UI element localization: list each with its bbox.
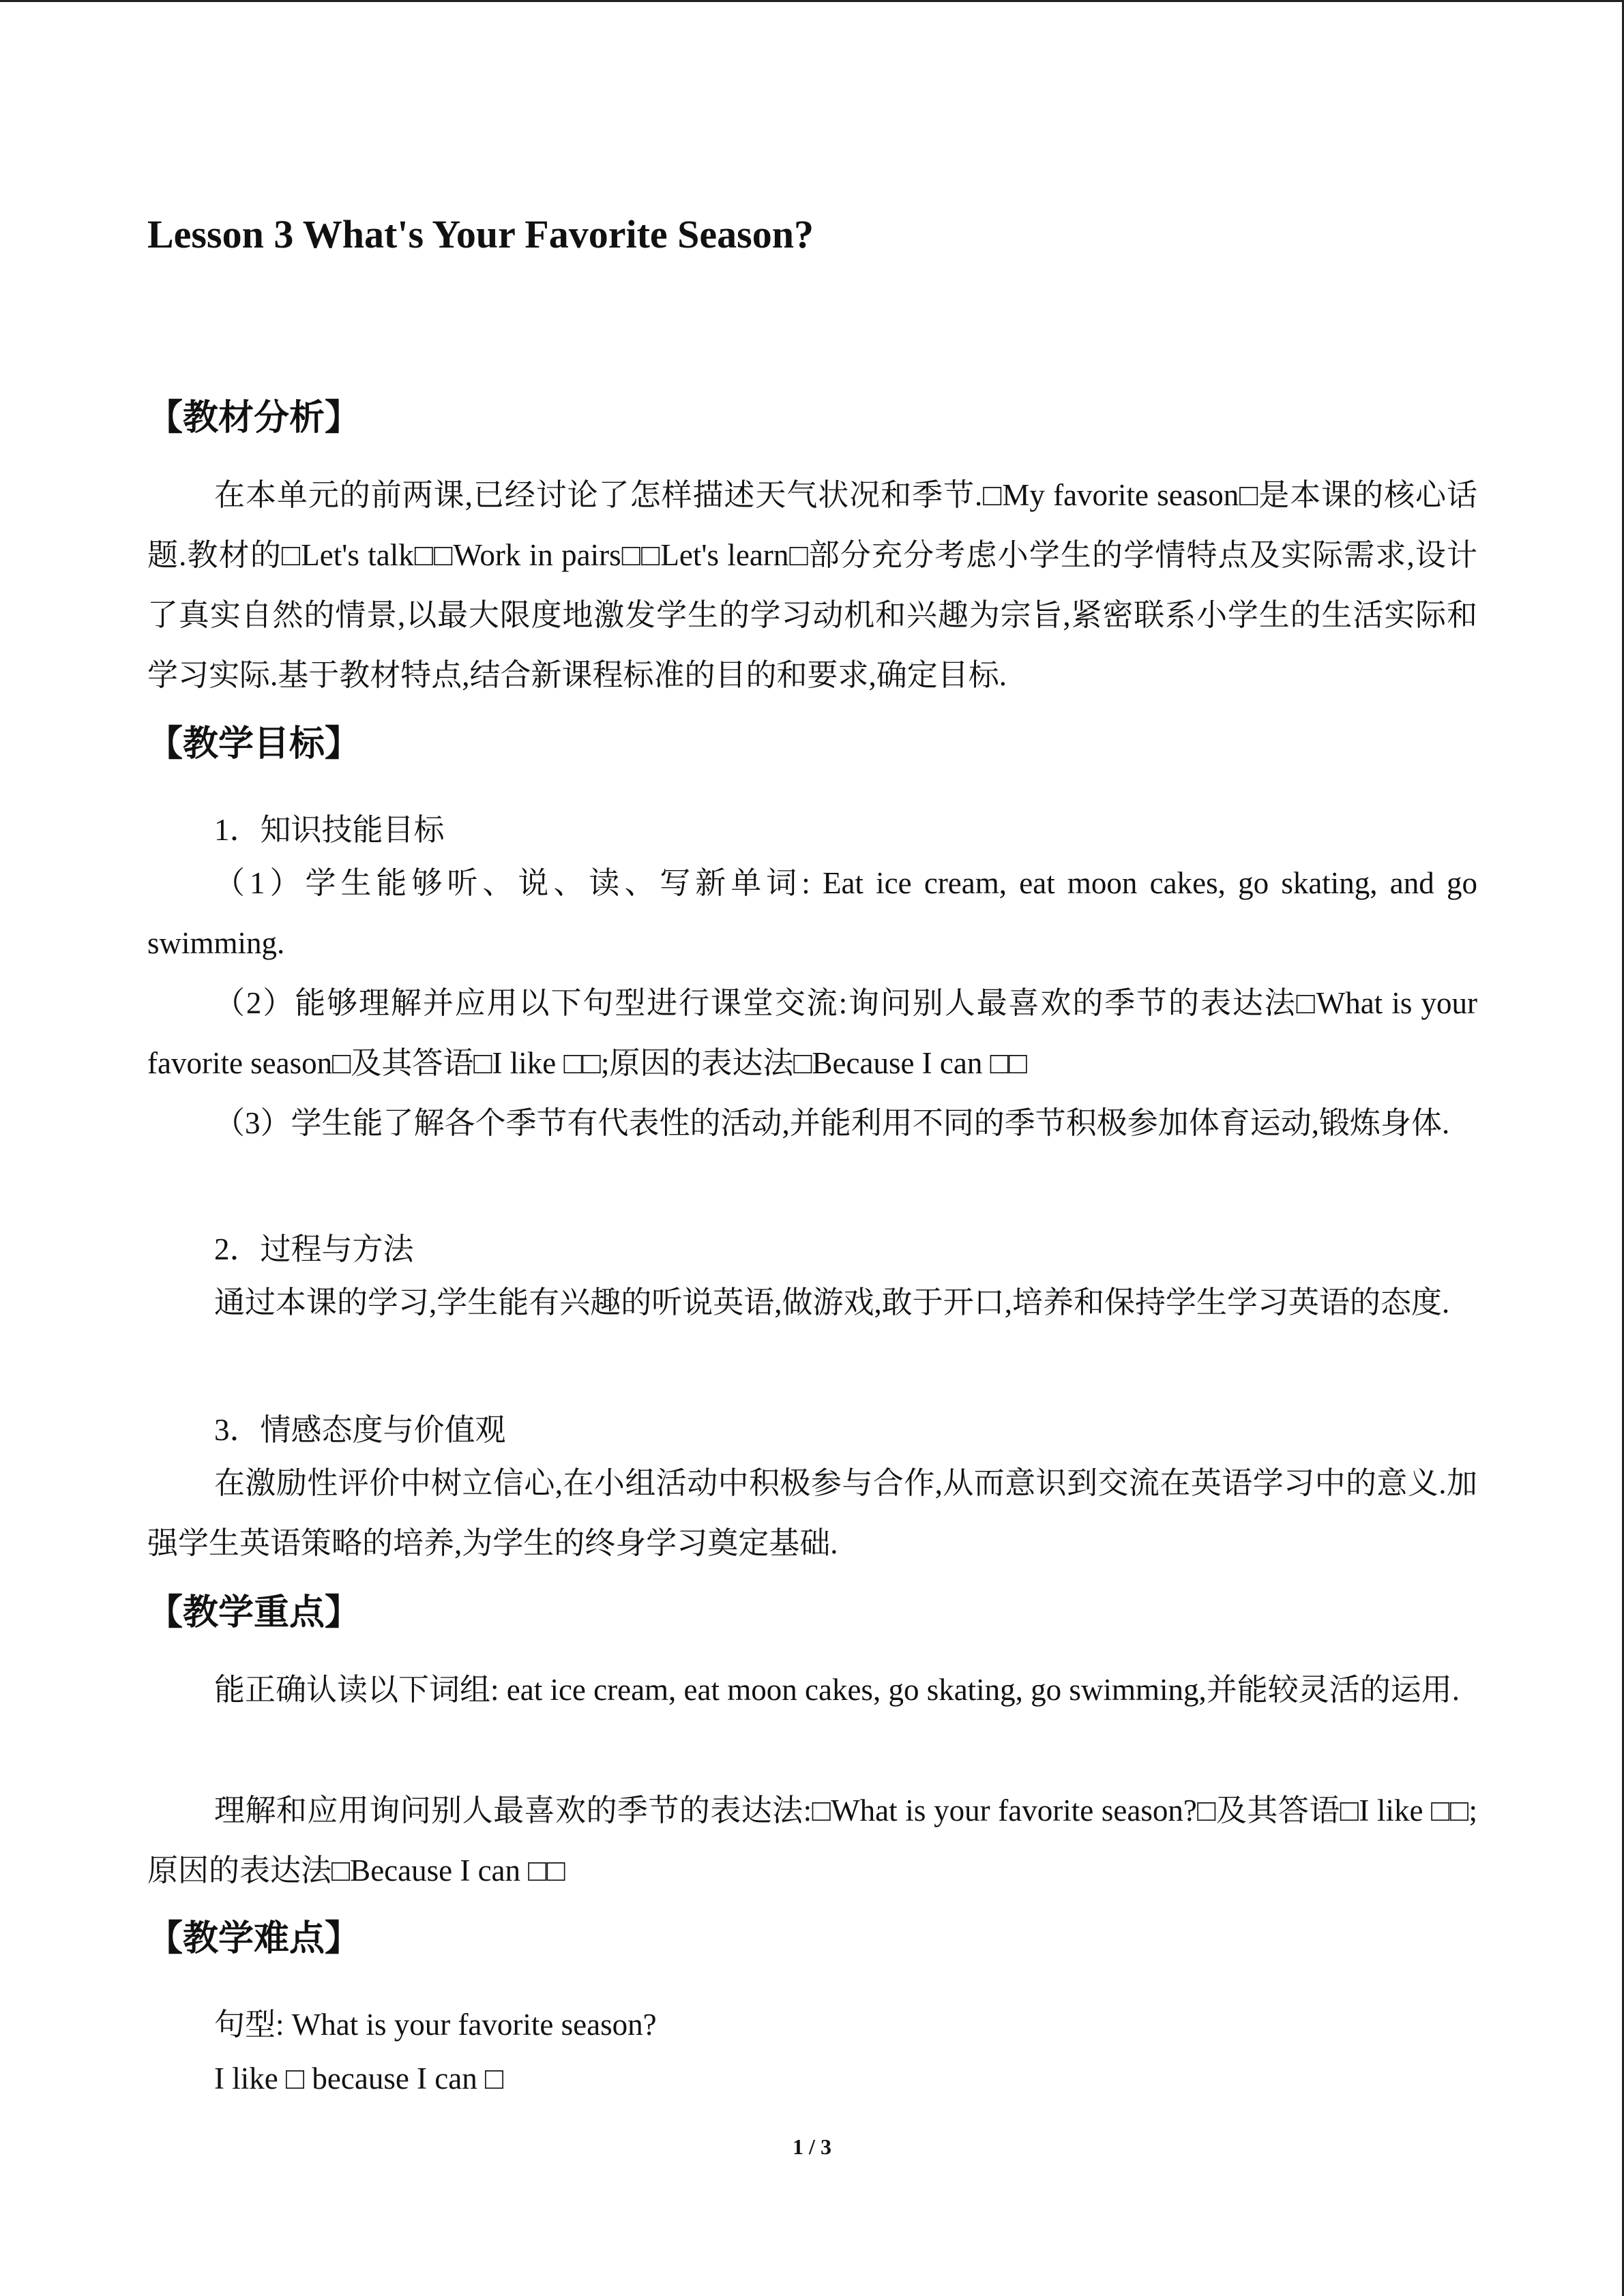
- key-points-text-1: 能正确认读以下词组: eat ice cream, eat moon cakes, go skating, go swimming,并能较灵活的运用.: [214, 1673, 1460, 1707]
- section-heading-objectives: 【教学目标】: [147, 724, 361, 764]
- page-top-border: [0, 0, 1624, 2]
- objective-1-sub-2: （2）能够理解并应用以下句型进行课堂交流:询问别人最喜欢的季节的表达法□What is your favorite season□及其答语□I like □□;原因的表达法□Because I can □□: [147, 986, 1477, 1080]
- section-heading-difficulties: 【教学难点】: [147, 1918, 361, 1959]
- objective-3-text: 在激励性评价中树立信心,在小组活动中积极参与合作,从而意识到交流在英语学习中的意义.加强学生英语策略的培养,为学生的终身学习奠定基础.: [147, 1466, 1477, 1560]
- objective-2-title: 2．过程与方法: [214, 1232, 414, 1266]
- objective-1-sub-1: （1）学生能够听、说、读、写新单词: Eat ice cream, eat moon cakes, go skating, and go swimming.: [147, 866, 1477, 960]
- objective-2-text: 通过本课的学习,学生能有兴趣的听说英语,做游戏,敢于开口,培养和保持学生学习英语的态度.: [214, 1285, 1450, 1320]
- objective-1-sub-3: （3）学生能了解各个季节有代表性的活动,并能利用不同的季节积极参加体育运动,锻炼身体.: [214, 1106, 1450, 1140]
- page-number: 1 / 3: [793, 2134, 831, 2159]
- objective-3-title: 3．情感态度与价值观: [214, 1413, 506, 1447]
- section-heading-analysis: 【教材分析】: [147, 398, 361, 438]
- analysis-paragraph: 在本单元的前两课,已经讨论了怎样描述天气状况和季节.□My favorite season□是本课的核心话题.教材的□Let's talk□□Work in pairs□□Let's learn□部分充分考虑小学生的学情特点及实际需求,设计了真实自然的情景,以最大限度地激发学生的学习动机和兴趣为宗旨,紧密联系小学生的生活实际和学习实际.基于教材特点,结合新课程标准的目的和要求,确定目标.: [147, 478, 1477, 692]
- document-title: Lesson 3 What's Your Favorite Season?: [147, 212, 814, 256]
- difficulties-line-2: I like □ because I can □: [214, 2061, 504, 2096]
- section-heading-key-points: 【教学重点】: [147, 1592, 361, 1633]
- key-points-text-2: 理解和应用询问别人最喜欢的季节的表达法:□What is your favorite season?□及其答语□I like □□;原因的表达法□Because I can □□: [147, 1793, 1477, 1888]
- difficulties-line-1: 句型: What is your favorite season?: [214, 2008, 657, 2042]
- objective-1-title: 1．知识技能目标: [214, 813, 445, 847]
